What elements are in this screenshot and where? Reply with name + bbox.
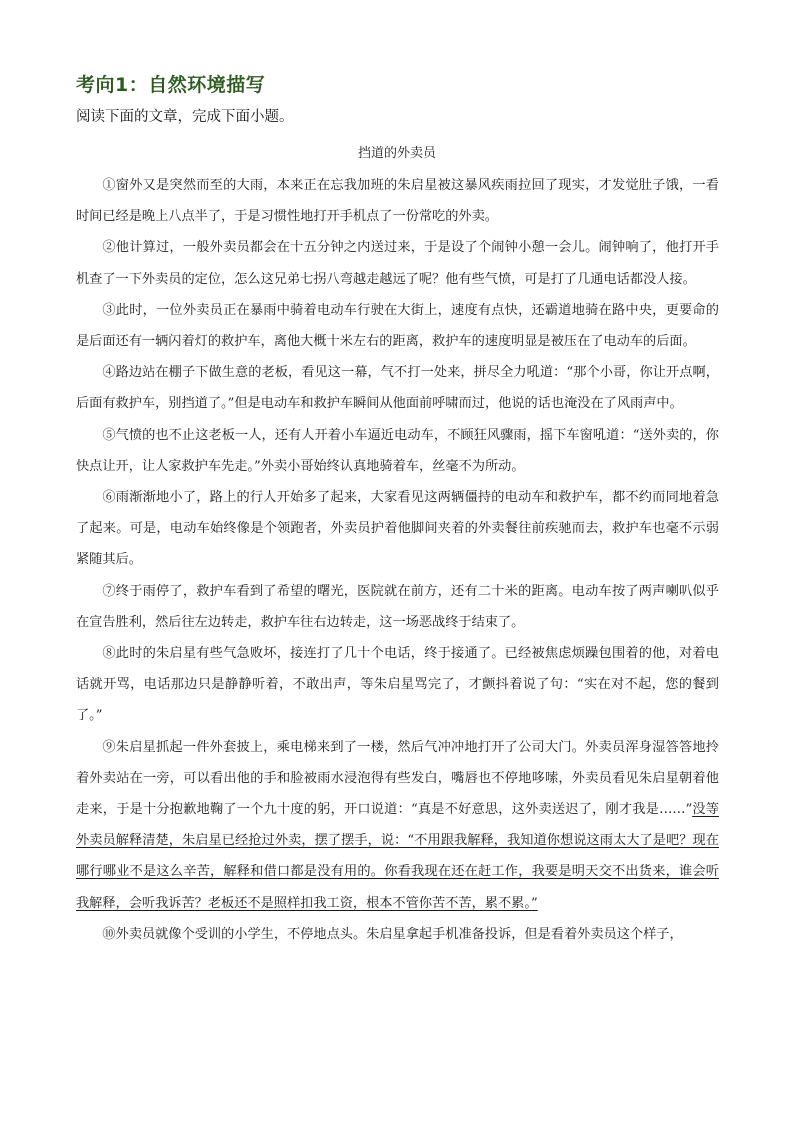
paragraph-10: ⑩外卖员就像个受训的小学生，不停地点头。朱启星拿起手机准备投诉，但是看着外卖员这个样子， — [102, 926, 683, 942]
paragraph-4: ④路边站在棚子下做生意的老板，看见这一幕，气不打一处来，拼尽全力吼道：“那个小哥，你让开点啊，后面有救护车，别挡道了。”但是电动车和救护车瞬间从他面前呼啸而过，他说的话也淹没在了风雨声中。 — [76, 365, 719, 412]
paragraph-7: ⑦终于雨停了，救护车看到了希望的曙光，医院就在前方，还有二十米的距离。电动车按了两声喇叭似乎在宣告胜利，然后往左边转走，救护车往右边转走，这一场恶战终于结束了。 — [76, 583, 719, 630]
paragraph-9-text: ⑨朱启星抓起一件外套披上，乘电梯来到了一楼，然后气冲冲地打开了公司大门。外卖员浑身湿答答地拎着外卖站在一旁，可以看出他的手和脸被雨水浸泡得有些发白，嘴唇也不停地哆嗦，外卖员看见朱启星朝着他走来，于是十分抱歉地鞠了一个九十度的躬，开口说道：“真是不好意思，这外卖送迟了，刚才我是……” — [76, 739, 719, 818]
paragraph-1: ①窗外又是突然而至的大雨，本来正在忘我加班的朱启星被这暴风疾雨拉回了现实，才发觉肚子饿，一看时间已经是晚上八点半了，于是习惯性地打开手机点了一份常吃的外卖。 — [76, 178, 719, 225]
article-body — [76, 170, 719, 950]
paragraph-6: ⑥雨渐渐地小了，路上的行人开始多了起来，大家看见这两辆僵持的电动车和救护车，都不约而同地着急了起来。可是，电动车始终像是个领跑者，外卖员护着他脚间夹着的外卖餐往前疾驰而去，救护车也毫不示弱紧随其后。 — [76, 490, 719, 568]
underlined-passage: 没等外卖员解释清楚，朱启星已经抢过外卖，摆了摆手，说：“不用跟我解释，我知道你想说这雨太大了是吧？现在哪行哪业不是这么辛苦，解释和借口都是没有用的。你看我现在还在赶工作，我要是明天交不出货来，谁会听我解释，会听我诉苦？老板还不是照样扣我工资，根本不管你苦不苦，累不累。” — [76, 802, 719, 911]
paragraph-8: ⑧此时的朱启星有些气急败坏，接连打了几十个电话，终于接通了。已经被焦虑烦躁包围着的他，对着电话就开骂，电话那边只是静静听着，不敢出声，等朱启星骂完了，才颤抖着说了句：“实在对不起，您的餐到了。” — [76, 646, 719, 724]
paragraph-3: ③此时，一位外卖员正在暴雨中骑着电动车行驶在大街上，速度有点快，还霸道地骑在路中央，更要命的是后面还有一辆闪着灯的救护车，离他大概十米左右的距离，救护车的速度明显是被压在了电动车的后面。 — [76, 302, 719, 350]
paragraph-2: ②他计算过，一般外卖员都会在十五分钟之内送过来，于是设了个闹钟小憩一会儿。闹钟响了，他打开手机查了一下外卖员的定位，怎么这兄弟七拐八弯越走越远了呢？他有些气愤，可是打了几通电话都没人接。 — [76, 240, 719, 287]
paragraph-5: ⑤气愤的也不止这老板一人，还有人开着小车逼近电动车，不顾狂风骤雨，摇下车窗吼道：“送外卖的，你快点让开，让人家救护车先走。”外卖小哥始终认真地骑着车，丝毫不为所动。 — [76, 427, 719, 474]
article-title: 挡道的外卖员 — [357, 146, 436, 161]
section-heading: 考向1：自然环境描写 — [76, 74, 266, 96]
instruction-text: 阅读下面的文章，完成下面小题。 — [76, 109, 294, 125]
paragraph-9 — [76, 732, 719, 919]
